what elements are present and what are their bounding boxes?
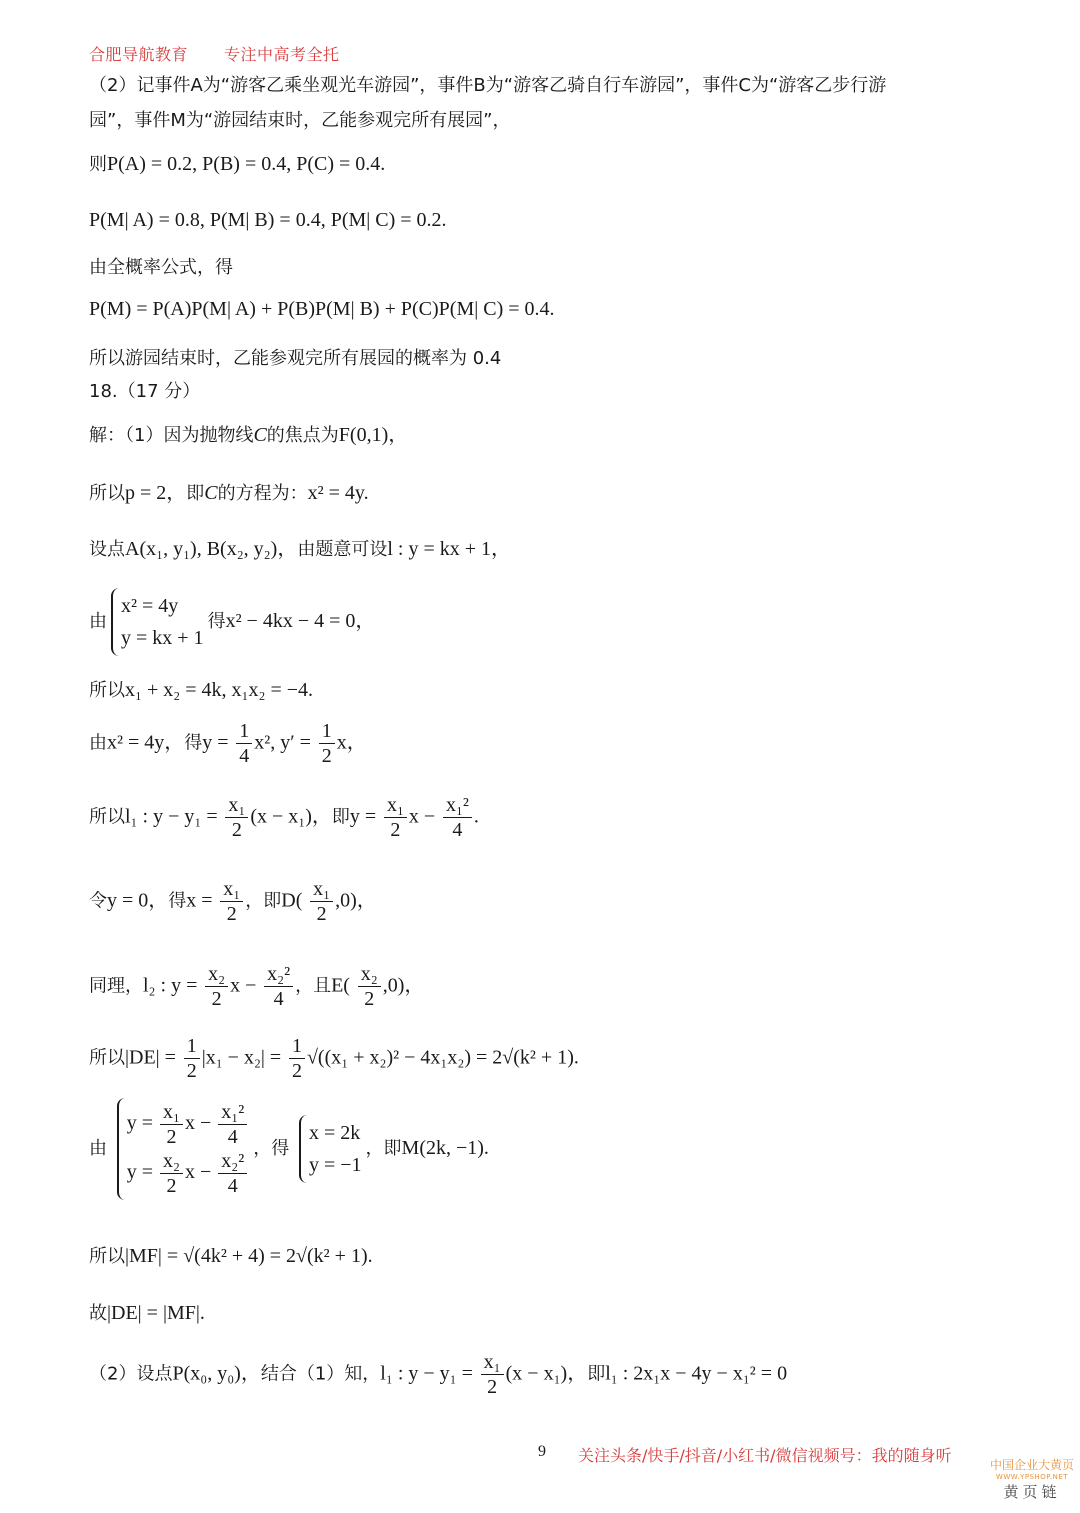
text-line: 由 y = $\frac{\text{x₁}}{2}$ x − $\frac{\text{x₁²}}{4}$ y = $\frac{\text{x₂}}{2}$ x − $\frac{\text{x₂²}}{4}$ ，得 x = 2k y = −1 ，即M(2k, −1). xyxy=(89,1098,489,1200)
fraction: $\frac{1}{2}$ xyxy=(319,719,335,768)
fraction: $\frac{\text{x₂²}}{4}$ xyxy=(264,962,293,1011)
text-line: 由 x² = 4y y = kx + 1 得x² − 4kx − 4 = 0， xyxy=(89,588,375,656)
fraction: $\frac{\text{x₁}}{2}$ xyxy=(384,793,407,842)
text-line: 设点A(x₁, y₁), B(x₂, y₂)，由题意可设l : y = kx + 1， xyxy=(89,538,511,560)
footer-text: 关注头条/快手/抖音/小红书/微信视频号：我的随身听 xyxy=(578,1446,952,1465)
equation-system: x² = 4y y = kx + 1 xyxy=(111,588,204,656)
text-line: 故|DE| = |MF|. xyxy=(89,1302,205,1324)
text-line: 园”，事件M为“游园结束时，乙能参观完所有展园”， xyxy=(89,110,511,131)
text-line: 则P(A) = 0.2, P(B) = 0.4, P(C) = 0.4. xyxy=(89,153,386,175)
fraction: $\frac{\text{x₁}}{2}$ xyxy=(225,793,248,842)
math-expression: P(A) = 0.2, P(B) = 0.4, P(C) = 0.4. xyxy=(107,153,386,175)
text-line: 所以|DE| = $\frac{1}{2}$ |x₁ − x₂| = $\frac{1}{2}$ √((x₁ + x₂)² − 4x₁x₂) = 2√(k² + 1). xyxy=(89,1035,579,1082)
header-slogan: 专注中高考全托 xyxy=(224,45,340,64)
text-line: 所以|MF| = √(4k² + 4) = 2√(k² + 1). xyxy=(89,1245,373,1267)
text-line: 同理，l₂ : y = $\frac{\text{x₂}}{2}$ x − $\frac{\text{x₂²}}{4}$ ，且E( $\frac{\text{x₂}}{2}$ ,0)， xyxy=(89,963,425,1010)
fraction: $\frac{\text{x₁²}}{4}$ xyxy=(443,793,472,842)
math-expression: P(M) = P(A)P(M| A) + P(B)P(M| B) + P(C)P(M| C) = 0.4. xyxy=(89,298,555,320)
fraction: $\frac{\text{x₁}}{2}$ xyxy=(481,1350,504,1399)
text-line: 所以p = 2，即C的方程为：x² = 4y. xyxy=(89,482,369,504)
fraction: $\frac{\text{x₁}}{2}$ xyxy=(220,877,243,926)
fraction: $\frac{1}{2}$ xyxy=(289,1034,305,1083)
fraction: $\frac{1}{2}$ xyxy=(184,1034,200,1083)
text-line: （2）记事件A为“游客乙乘坐观光车游园”，事件B为“游客乙骑自行车游园”，事件C为“游客乙步行游 xyxy=(89,75,887,96)
text-line: 解：（1）因为抛物线C的焦点为F(0,1)， xyxy=(89,424,409,446)
page-number: 9 xyxy=(538,1443,546,1460)
fraction: $\frac{\text{x₁}}{2}$ xyxy=(310,877,333,926)
text-line: 所以l₁ : y − y₁ = $\frac{\text{x₁}}{2}$ (x − x₁)，即y = $\frac{\text{x₁}}{2}$ x − $\frac{\text{x₁²}}{4}$ . xyxy=(89,794,479,841)
fraction: $\frac{\text{x₂}}{2}$ xyxy=(358,962,381,1011)
equation-system: y = $\frac{\text{x₁}}{2}$ x − $\frac{\text{x₁²}}{4}$ y = $\frac{\text{x₂}}{2}$ x − $\frac{\text{x₂²}}{4}$ xyxy=(117,1098,250,1200)
text-line: 令y = 0，得x = $\frac{\text{x₁}}{2}$ ，即D( $\frac{\text{x₁}}{2}$ ,0)， xyxy=(89,878,377,925)
text-line: 所以游园结束时，乙能参观完所有展园的概率为 0.4 xyxy=(89,348,502,369)
text-line: 由x² = 4y，得y = $\frac{1}{4}$ x², y′ = $\frac{1}{2}$ x， xyxy=(89,720,367,767)
watermark-logo: 中国企业大黄页 WWW.YPSHOP.NET 黄页链 xyxy=(990,1458,1075,1501)
section-heading: 18.（17 分） xyxy=(89,381,201,402)
text-line: 由全概率公式，得 xyxy=(89,257,233,278)
equation-system: x = 2k y = −1 xyxy=(299,1115,362,1183)
page-header xyxy=(89,42,340,65)
fraction: $\frac{\text{x₂}}{2}$ xyxy=(205,962,228,1011)
fraction: $\frac{1}{4}$ xyxy=(236,719,252,768)
text-line: 所以x₁ + x₂ = 4k, x₁x₂ = −4. xyxy=(89,679,314,701)
text-line: （2）设点P(x₀, y₀)，结合（1）知，l₁ : y − y₁ = $\frac{\text{x₁}}{2}$ (x − x₁)，即l₁ : 2x₁x − 4y − x₁² = 0 xyxy=(89,1351,788,1398)
math-expression: P(M| A) = 0.8, P(M| B) = 0.4, P(M| C) = 0.2. xyxy=(89,209,447,231)
header-org: 合肥导航教育 xyxy=(89,45,189,64)
